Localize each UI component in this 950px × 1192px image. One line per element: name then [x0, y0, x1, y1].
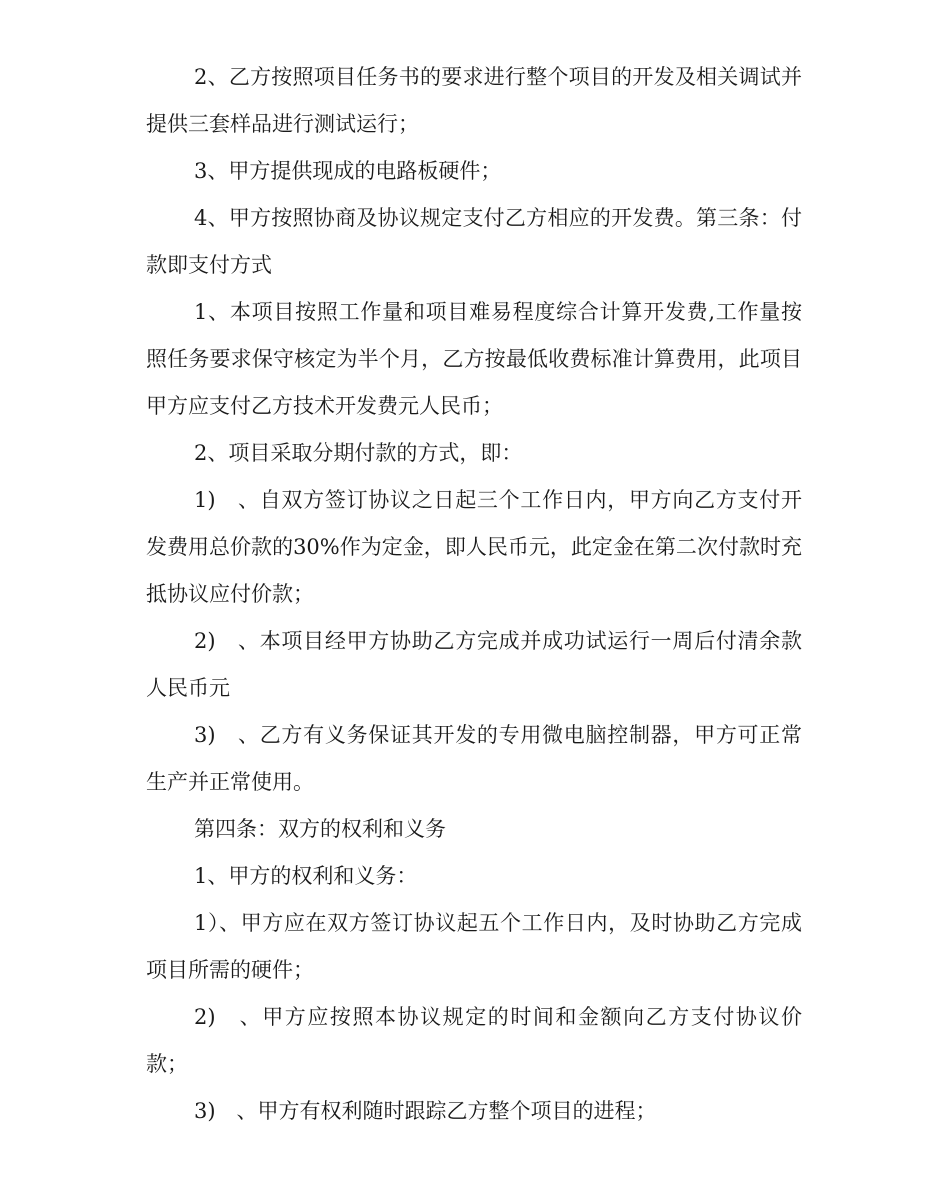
paragraph-clause-4-1-1: 1）、甲方应在双方签订协议起五个工作日内，及时协助乙方完成项目所需的硬件； [146, 911, 802, 982]
section-heading-article-4: 第四条：双方的权利和义务 [194, 817, 446, 841]
paragraph-clause-3-2-3: 3) 、乙方有义务保证其开发的专用微电脑控制器，甲方可正常生产并正常使用。 [146, 723, 802, 794]
paragraph-clause-3-2-1: 1) 、自双方签订协议之日起三个工作日内，甲方向乙方支付开发费用总价款的30%作为定金，即人民币元，此定金在第二次付款时充抵协议应付价款； [146, 488, 802, 606]
paragraph-clause-4-1-3: 3) 、甲方有权利随时跟踪乙方整个项目的进程； [194, 1099, 657, 1123]
paragraph-clause-4-1-2: 2) 、甲方应按照本协议规定的时间和金额向乙方支付协议价款； [146, 1005, 802, 1076]
paragraph-clause-3-1: 1、本项目按照工作量和项目难易程度综合计算开发费,工作量按照任务要求保守核定为半个月，乙方按最低收费标准计算费用，此项目甲方应支付乙方技术开发费元人民币； [146, 300, 802, 418]
paragraph-clause-3-2: 2、项目采取分期付款的方式，即： [194, 441, 523, 465]
paragraph-clause-3-2-2: 2) 、本项目经甲方协助乙方完成并成功试运行一周后付清余款人民币元 [146, 629, 802, 700]
paragraph-clause-2-2: 2、乙方按照项目任务书的要求进行整个项目的开发及相关调试并提供三套样品进行测试运行； [146, 65, 802, 136]
paragraph-clause-2-4: 4、甲方按照协商及协议规定支付乙方相应的开发费。第三条：付款即支付方式 [146, 206, 802, 277]
paragraph-clause-4-1: 1、甲方的权利和义务： [194, 864, 418, 888]
document-body [146, 54, 802, 1135]
paragraph-clause-2-3: 3、甲方提供现成的电路板硬件； [194, 159, 502, 183]
